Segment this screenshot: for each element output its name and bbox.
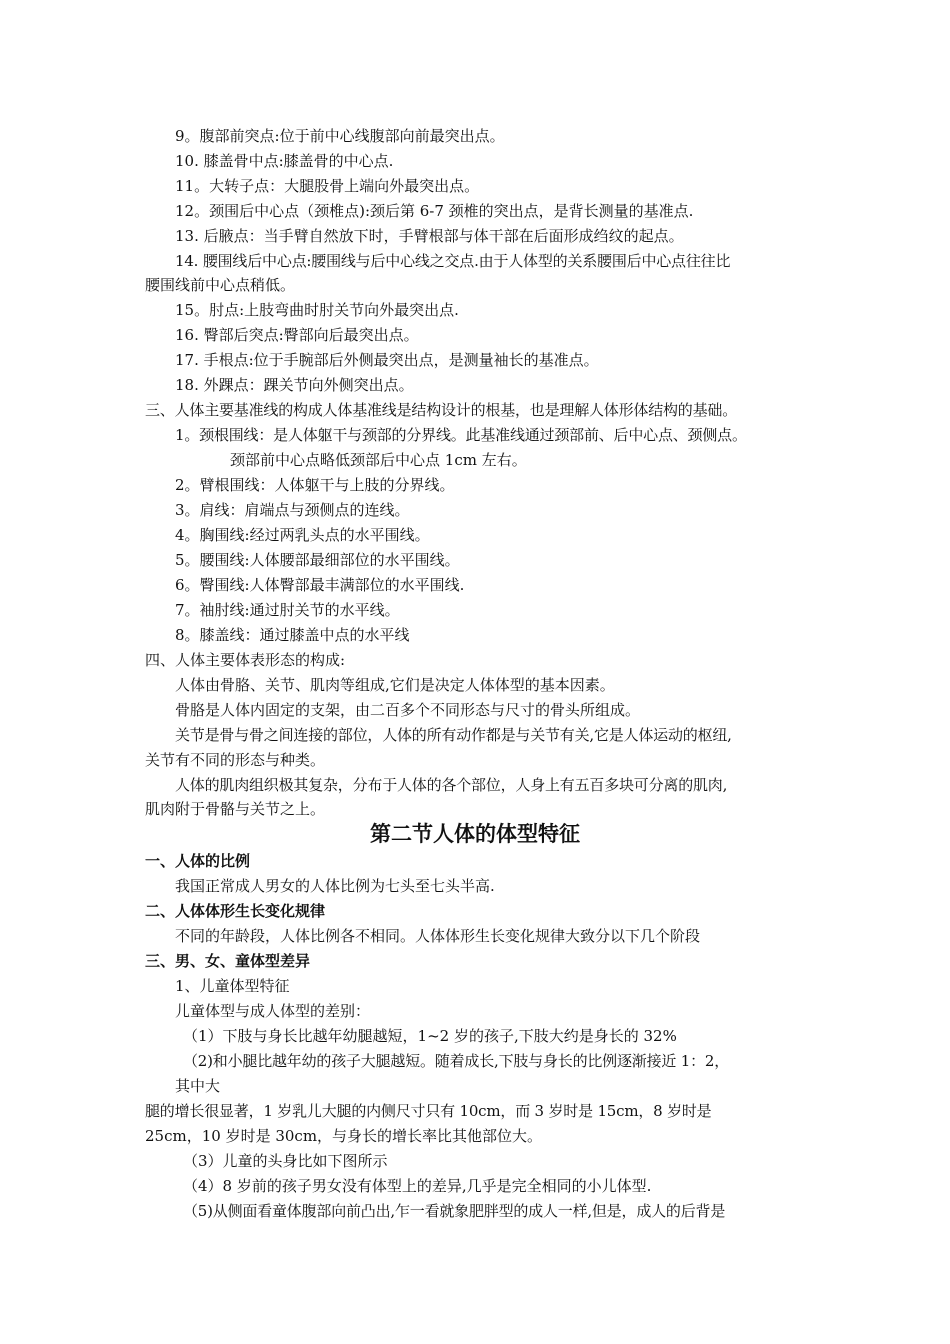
text-line: 15。肘点:上肢弯曲时肘关节向外最突出点. [175,301,459,319]
text-line: 我国正常成人男女的人体比例为七头至七头半高. [175,877,495,895]
text-line: 4。胸围线:经过两乳头点的水平围线。 [175,526,430,544]
subheading: 二、人体体形生长变化规律 [145,902,326,920]
text-line: 腿的增长很显著，1 岁乳儿大腿的内侧尺寸只有 10cm，而 3 岁时是 15cm，8 岁时是 [145,1102,712,1120]
text-line: 10. 膝盖骨中点:膝盖骨的中心点. [175,152,394,170]
text-line: 3。肩线：肩端点与颈侧点的连线。 [175,501,410,519]
text-line: 6。臀围线:人体臀部最丰满部位的水平围线. [175,576,465,594]
text-line: 7。袖肘线:通过肘关节的水平线。 [175,601,400,619]
text-line: （5)从侧面看童体腹部向前凸出,乍一看就象肥胖型的成人一样,但是，成人的后背是 [183,1202,726,1220]
section-title: 第二节人体的体型特征 [370,822,580,846]
subheading: 一、人体的比例 [145,852,251,870]
text-line: 2。臂根围线：人体躯干与上肢的分界线。 [175,476,455,494]
text-line: 13. 后腋点：当手臂自然放下时，手臂根部与体干部在后面形成绉纹的起点。 [175,227,684,245]
text-line: 5。腰围线:人体腰部最细部位的水平围线。 [175,551,460,569]
text-line: 8。膝盖线：通过膝盖中点的水平线 [175,626,410,644]
text-line: 人体由骨胳、关节、肌肉等组成,它们是决定人体体型的基本因素。 [175,676,615,694]
section-heading: 三、人体主要基准线的构成人体基准线是结构设计的根基，也是理解人体形体结构的基础。 [145,401,738,419]
subheading: 三、男、女、童体型差异 [145,952,311,970]
text-line: 9。腹部前突点:位于前中心线腹部向前最突出点。 [175,127,505,145]
text-line: 颈部前中心点略低颈部后中心点 1cm 左右。 [230,451,527,469]
text-line: （3）儿童的头身比如下图所示 [183,1152,388,1170]
text-line: 14. 腰围线后中心点:腰围线与后中心线之交点.由于人体型的关系腰围后中心点往往比 [175,252,731,270]
text-line: 其中大 [175,1077,221,1095]
text-line: （4）8 岁前的孩子男女没有体型上的差异,几乎是完全相同的小儿体型. [183,1177,652,1195]
text-line: 12。颈围后中心点（颈椎点):颈后第 6-7 颈椎的突出点，是背长测量的基准点. [175,202,694,220]
text-line: 1、儿童体型特征 [175,977,290,995]
text-line: 人体的肌肉组织极其复杂，分布于人体的各个部位，人身上有五百多块可分离的肌肉, [175,776,728,794]
text-line: 25cm，10 岁时是 30cm，与身长的增长率比其他部位大。 [145,1127,543,1145]
text-line: （1）下肢与身长比越年幼腿越短，1~2 岁的孩子,下肢大约是身长的 32% [183,1027,677,1045]
section-heading: 四、人体主要体表形态的构成: [145,651,346,669]
text-line: 腰围线前中心点稍低。 [145,276,296,294]
text-line: 18. 外踝点：踝关节向外侧突出点。 [175,376,414,394]
text-line: 1。颈根围线：是人体躯干与颈部的分界线。此基准线通过颈部前、后中心点、颈侧点。 [175,426,747,444]
text-line: 11。大转子点：大腿股骨上端向外最突出点。 [175,177,480,195]
text-line: 不同的年龄段，人体比例各不相同。人体体形生长变化规律大致分以下几个阶段 [175,927,701,945]
text-line: 儿童体型与成人体型的差别： [175,1002,371,1020]
text-line: 关节有不同的形态与种类。 [145,751,326,769]
text-line: 骨胳是人体内固定的支架，由二百多个不同形态与尺寸的骨头所组成。 [175,701,641,719]
text-line: （2)和小腿比越年幼的孩子大腿越短。随着成长,下肢与身长的比例逐渐接近 1：2， [183,1052,730,1070]
text-line: 关节是骨与骨之间连接的部位，人体的所有动作都是与关节有关,它是人体运动的枢纽, [175,726,732,744]
text-line: 肌肉附于骨骼与关节之上。 [145,800,326,818]
text-line: 17. 手根点:位于手腕部后外侧最突出点，是测量袖长的基准点。 [175,351,599,369]
text-line: 16. 臀部后突点:臀部向后最突出点。 [175,326,419,344]
